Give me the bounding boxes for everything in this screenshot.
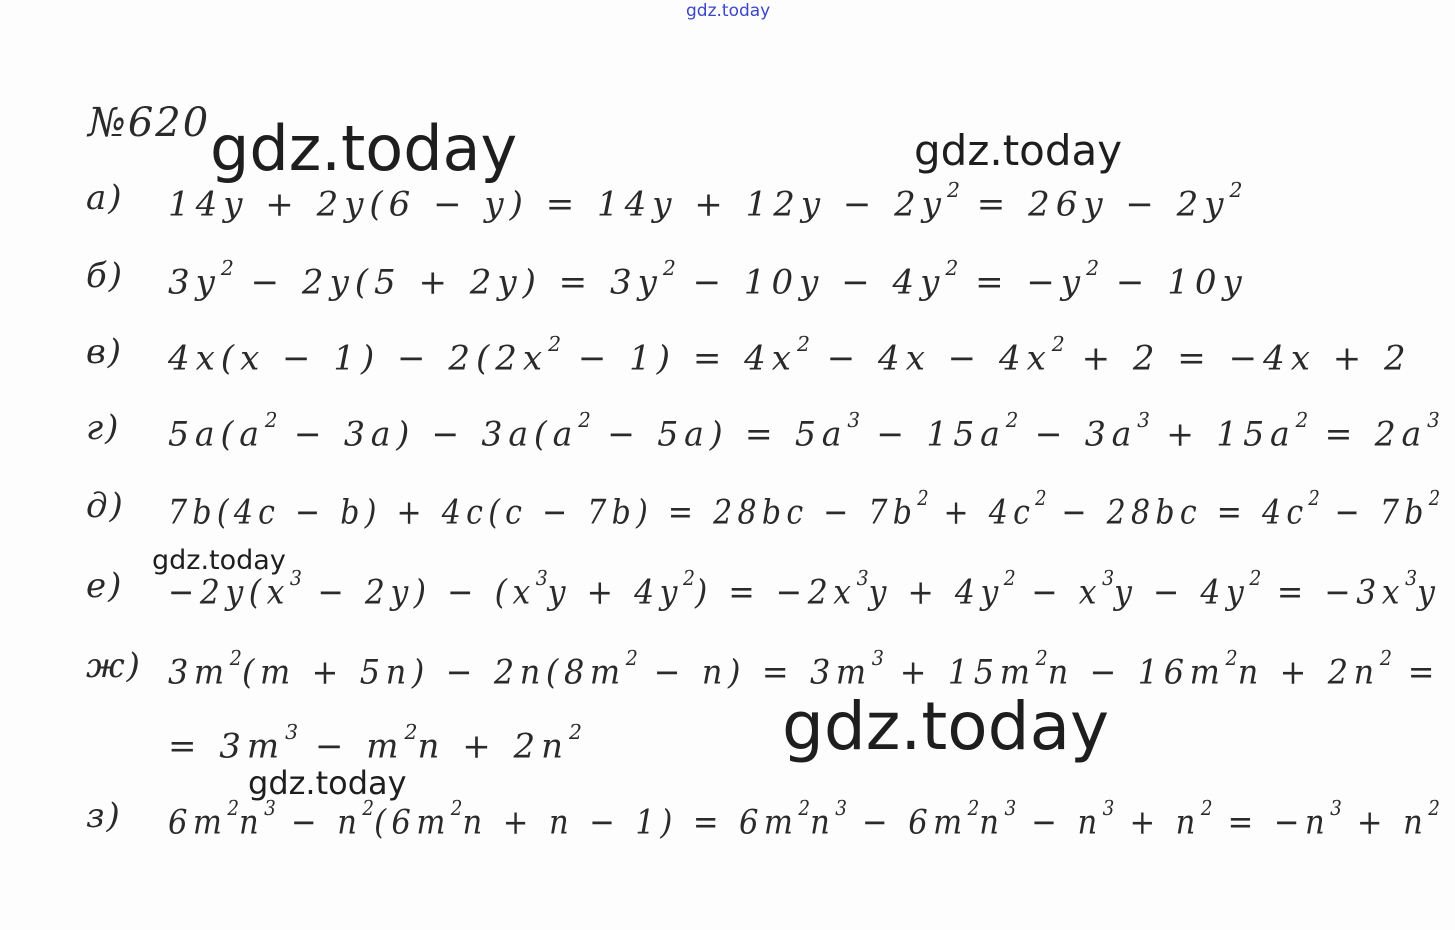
- exponent: 2: [569, 720, 582, 744]
- exponent: 3: [847, 408, 860, 432]
- exponent: 2: [227, 796, 240, 820]
- exponent: 3: [1405, 566, 1418, 590]
- exponent: 3: [1102, 566, 1115, 590]
- watermark-mid-left: gdz.today: [152, 545, 286, 576]
- exponent: 3: [856, 566, 869, 590]
- exponent: 2: [682, 566, 695, 590]
- exponent: 3: [1102, 796, 1115, 820]
- exponent: 3: [535, 566, 548, 590]
- line-label: а): [86, 178, 124, 218]
- exponent: 2: [1225, 646, 1238, 670]
- exponent: 3: [285, 720, 299, 744]
- line-label: д): [86, 486, 125, 526]
- exponent: 2: [1229, 178, 1243, 202]
- exponent: 2: [1379, 646, 1393, 670]
- equation-line: $14y + 2y(6 - y) = 14y + 12y - 2y^2 = 26y - 2y^2$: [168, 178, 1243, 225]
- watermark-large-left: gdz.today: [210, 112, 518, 185]
- equation-line: $4x(x - 1) - 2(2x^2 - 1) = 4x^2 - 4x - 4x^2 + 2 = -4x + 2$: [168, 332, 1412, 379]
- exponent: 2: [264, 408, 278, 432]
- exponent: 3: [1004, 796, 1017, 820]
- line-label: в): [86, 332, 124, 372]
- exponent: 3: [1137, 408, 1150, 432]
- exponent: 3: [264, 796, 276, 820]
- exponent: 3: [1330, 796, 1342, 820]
- equation-line: $-2y(x^3 - 2y) - (x^3y + 4y^2) = -2x^3y + 4y^2 - x^3y - 4y^2 = -3x^3y$: [168, 566, 1441, 613]
- equation-line: $7b(4c - b) + 4c(c - 7b) = 28bc - 7b^2 + 4c^2 - 28bc = 4c^2 - 7b^2$: [168, 486, 1441, 533]
- exponent: 2: [1051, 332, 1065, 356]
- exponent: 2: [1428, 486, 1441, 510]
- exponent: 2: [220, 256, 234, 280]
- exponent: 2: [229, 646, 242, 670]
- exponent: 3: [1427, 408, 1440, 432]
- exponent: 2: [625, 646, 638, 670]
- exponent: 2: [946, 178, 960, 202]
- watermark-big-mid: gdz.today: [782, 688, 1110, 765]
- exponent: 2: [1035, 646, 1048, 670]
- exponent: 2: [1249, 566, 1262, 590]
- exponent: 2: [796, 332, 810, 356]
- equation-line: = $3m^3 - m^2n + 2n^2$: [168, 720, 582, 767]
- exponent: 3: [871, 646, 884, 670]
- line-label: з): [86, 796, 122, 836]
- problem-number: №620: [88, 100, 211, 146]
- exponent: 2: [1035, 486, 1047, 510]
- exponent: 2: [798, 796, 811, 820]
- exponent: 2: [450, 796, 463, 820]
- equation-line: $6m^2n^3 - n^2(6m^2n + n - 1) = 6m^2n^3 - 6m^2n^3 - n^3 + n^2 = -n^3 + n^2$: [168, 796, 1440, 843]
- equation-line: $3y^2 - 2y(5 + 2y) = 3y^2 - 10y - 4y^2 = -y^2 - 10y$: [168, 256, 1248, 303]
- exponent: 3: [835, 796, 847, 820]
- exponent: 2: [1005, 408, 1019, 432]
- equation-line: $5a(a^2 - 3a) - 3a(a^2 - 5a) = 5a^3 - 15a^2 - 3a^3 + 15a^2 = 2a^3$: [168, 408, 1440, 455]
- exponent: 2: [945, 256, 959, 280]
- equation-line: $3m^2(m + 5n) - 2n(8m^2 - n) = 3m^3 + 15m^2n - 16m^2n + 2n^2$ =: [168, 646, 1441, 693]
- exponent: 2: [1295, 408, 1309, 432]
- exponent: 2: [548, 332, 562, 356]
- line-label: г): [86, 408, 121, 448]
- exponent: 2: [1200, 796, 1213, 820]
- exponent: 2: [1308, 486, 1320, 510]
- exponent: 2: [404, 720, 418, 744]
- exponent: 2: [1428, 796, 1440, 820]
- line-label: е): [86, 566, 124, 606]
- watermark-large-right: gdz.today: [914, 126, 1123, 175]
- watermark-top: gdz.today: [686, 1, 771, 21]
- line-label: ж): [86, 646, 142, 686]
- exponent: 3: [289, 566, 302, 590]
- exponent: 2: [917, 486, 929, 510]
- line-label: б): [86, 256, 125, 296]
- exponent: 2: [1003, 566, 1016, 590]
- watermark-lower-left: gdz.today: [248, 764, 407, 802]
- exponent: 2: [662, 256, 676, 280]
- exponent: 2: [967, 796, 980, 820]
- exponent: 2: [578, 408, 591, 432]
- exponent: 2: [362, 796, 375, 820]
- exponent: 2: [1086, 256, 1100, 280]
